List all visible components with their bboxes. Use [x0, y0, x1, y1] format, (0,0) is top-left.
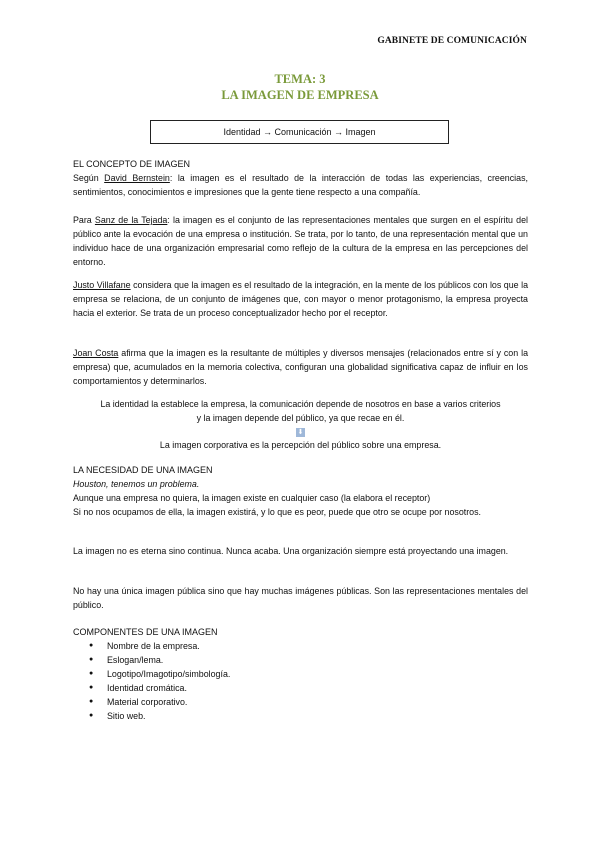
- paragraph-block: [73, 544, 528, 558]
- list-item-label: Eslogan/lema.: [107, 655, 164, 665]
- list-item-label: Identidad cromática.: [107, 683, 187, 693]
- flow-box: Identidad → Comunicación → Imagen: [150, 120, 449, 144]
- author-name: Justo Villafane: [73, 280, 131, 290]
- list-item: [73, 681, 528, 695]
- section-heading: LA NECESIDAD DE UNA IMAGEN: [73, 465, 213, 475]
- paragraph-text: : la imagen es el resultado de la interacción de todas las experiencias, creencias, sentimientos, conocimientos e impresiones que la gente tiene respecto a una compañía.: [73, 173, 528, 197]
- paragraph-bernstein: [73, 171, 528, 199]
- prefix: Para: [73, 215, 95, 225]
- text-line: Si no nos ocupamos de ella, la imagen existirá, y lo que es peor, puede que otro se ocupe por nosotros.: [73, 507, 482, 517]
- section-heading: EL CONCEPTO DE IMAGEN: [73, 159, 191, 169]
- italic-quote: Houston, tenemos un problema.: [73, 479, 200, 489]
- author-name: David Bernstein: [104, 173, 170, 183]
- center-line: y la imagen depende del público, ya que recae en él.: [196, 413, 405, 423]
- arrow-row: [73, 425, 528, 438]
- paragraph-text: afirma que la imagen es la resultante de múltiples y diversos mensajes (relacionados entre sí y con la empresa) que, acumulados en la memoria colectiva, configuran una globalidad significativa capaz de influir en los comportamientos y determinarlos.: [73, 348, 529, 386]
- list-item: [73, 695, 528, 709]
- list-item: [73, 709, 528, 723]
- list-item: [73, 653, 528, 667]
- page-title: LA IMAGEN DE EMPRESA: [221, 88, 379, 102]
- center-line: La identidad la establece la empresa, la comunicación depende de nosotros en base a varios criterios: [100, 399, 501, 409]
- paragraph-text: No hay una única imagen pública sino que hay muchas imágenes públicas. Son las representaciones mentales del público.: [73, 586, 528, 610]
- paragraph-villafane: [73, 278, 528, 320]
- paragraph-block: [73, 278, 528, 320]
- paragraph-block: [73, 584, 528, 612]
- arrow-down-icon: ⬇: [297, 429, 304, 437]
- author-name: Sanz de la Tejada: [94, 215, 168, 225]
- center-block: [73, 397, 528, 452]
- list-item-label: Sitio web.: [107, 711, 146, 721]
- list-item: [73, 667, 528, 681]
- paragraph-text: La imagen no es eterna sino continua. Nunca acaba. Una organización siempre está proyectando una imagen.: [73, 546, 509, 556]
- topic-number: TEMA: 3: [274, 72, 326, 86]
- section-necesidad: [73, 463, 528, 519]
- section-componentes: [73, 625, 528, 723]
- paragraph-costa: [73, 346, 528, 388]
- paragraph-block: [73, 346, 528, 388]
- list-item-label: Nombre de la empresa.: [107, 641, 200, 651]
- paragraph-sanz: [73, 213, 528, 269]
- list-item-label: Material corporativo.: [107, 697, 188, 707]
- paragraph-text: considera que la imagen es el resultado de la integración, en la mente de los públicos con los que la empresa se relaciona, de un conjunto de imágenes que, con mayor o menor protagonismo, la empresa proyecta hacia el exterior. Se trata de un proceso conceptualizador hecho por el receptor.: [73, 280, 529, 318]
- components-list: [73, 639, 528, 723]
- text-line: Aunque una empresa no quiera, la imagen existe en cualquier caso (la elabora el receptor): [73, 493, 431, 503]
- section-concepto: [73, 157, 528, 199]
- prefix: Según: [73, 173, 105, 183]
- list-item-label: Logotipo/Imagotipo/simbología.: [107, 669, 231, 679]
- center-line: La imagen corporativa es la percepción del público sobre una empresa.: [159, 440, 442, 450]
- header-label: GABINETE DE COMUNICACIÓN: [377, 36, 527, 46]
- author-name: Joan Costa: [73, 348, 119, 358]
- section-heading: COMPONENTES DE UNA IMAGEN: [73, 627, 218, 637]
- list-item: [73, 639, 528, 653]
- paragraph-text: : la imagen es el conjunto de las representaciones mentales que surgen en el espíritu del público ante la evocación de una empresa o institución. Se trata, por lo tanto, de una representación mental que un individuo hace de una organización empresarial como reflejo de la cultura de la empresa en las percepciones del entorno.: [73, 215, 528, 267]
- paragraph-block: [73, 213, 528, 269]
